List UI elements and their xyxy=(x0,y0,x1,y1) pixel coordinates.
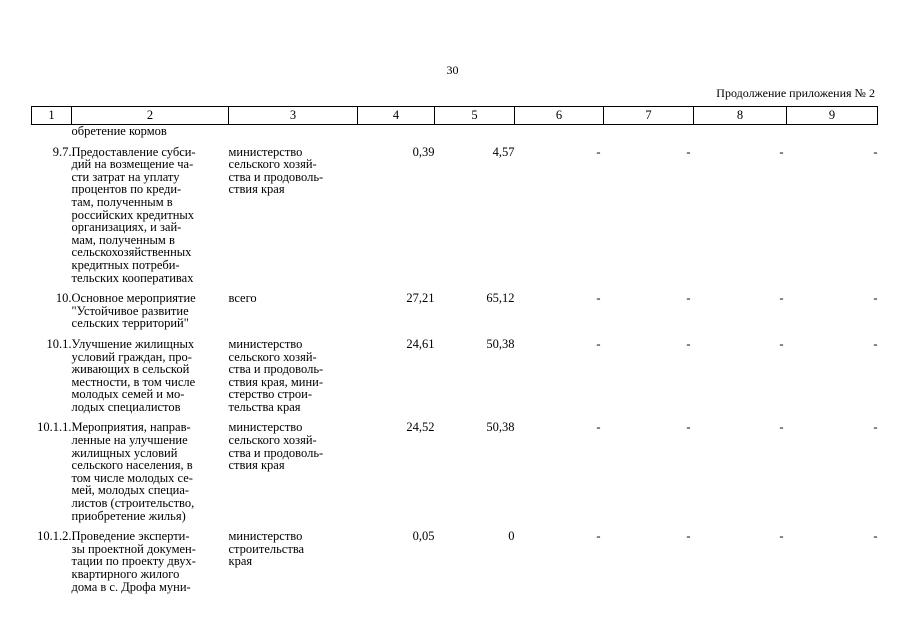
row-value-col7: - xyxy=(686,420,691,435)
row-value-col9: - xyxy=(873,529,878,544)
row-value-col4: 27,21 xyxy=(406,291,435,306)
row-value-col5: 50,38 xyxy=(486,336,515,351)
row-executor: министерство сельского хозяй- ства и продоволь- ствия края, мини- стерство строи- тельства края xyxy=(228,336,324,414)
row-name: Предоставление субси- дий на возмещение ча- сти затрат на уплату процентов по креди- там, полученным в российских кредитных организациях, и зай- мам, полученным в сельскохозяйственных кредитных потреби- тельских кооперативах xyxy=(71,144,196,285)
row-value-col8: - xyxy=(779,291,784,306)
row-value-col9: - xyxy=(873,291,878,306)
row-value-col6: - xyxy=(596,420,601,435)
row-value-col6: - xyxy=(596,529,601,544)
col-header-3: 3 xyxy=(229,107,358,125)
table-row xyxy=(32,522,878,593)
col-header-2: 2 xyxy=(72,107,229,125)
row-value-col4: 24,61 xyxy=(406,336,435,351)
row-executor: всего xyxy=(228,291,257,306)
col-header-5: 5 xyxy=(435,107,515,125)
table-row-continuation xyxy=(32,125,878,138)
row-value-col8: - xyxy=(779,529,784,544)
col-header-1: 1 xyxy=(32,107,72,125)
program-table xyxy=(31,106,878,593)
row-value-col4: 24,52 xyxy=(406,420,435,435)
table-row xyxy=(32,138,878,285)
row-name: обретение кормов xyxy=(71,124,167,138)
page-number: 30 xyxy=(446,63,459,77)
col-header-8: 8 xyxy=(694,107,787,125)
row-value-col6: - xyxy=(596,336,601,351)
row-number: 10.1. xyxy=(46,336,72,351)
table-row xyxy=(32,284,878,330)
row-name: Мероприятия, направ- ленные на улучшение жилищных условий сельского населения, в том числе молодых се- мей, молодых специа- листов (строительство, приобретение жилья) xyxy=(71,420,195,523)
row-number: 9.7. xyxy=(52,144,72,159)
row-value-col4: 0,39 xyxy=(412,144,435,159)
row-value-col8: - xyxy=(779,336,784,351)
row-value-col6: - xyxy=(596,291,601,306)
row-value-col7: - xyxy=(686,529,691,544)
col-header-6: 6 xyxy=(515,107,604,125)
row-value-col7: - xyxy=(686,144,691,159)
col-header-4: 4 xyxy=(358,107,435,125)
table-row xyxy=(32,413,878,522)
col-header-7: 7 xyxy=(604,107,694,125)
row-value-col5: 0 xyxy=(508,529,515,544)
row-number: 10.1.1. xyxy=(37,420,72,435)
row-value-col7: - xyxy=(686,336,691,351)
continuation-label: Продолжение приложения № 2 xyxy=(716,86,875,100)
row-value-col5: 50,38 xyxy=(486,420,515,435)
row-value-col5: 65,12 xyxy=(486,291,515,306)
row-value-col6: - xyxy=(596,144,601,159)
row-value-col4: 0,05 xyxy=(412,529,435,544)
row-executor: министерство сельского хозяй- ства и продоволь- ствия края xyxy=(228,144,324,197)
table-header-row xyxy=(32,107,878,125)
row-name: Проведение эксперти- зы проектной докумен- тации по проекту двух- квартирного жилого дома в с. Дрофа муни- xyxy=(71,529,196,594)
table-row xyxy=(32,330,878,414)
col-header-9: 9 xyxy=(787,107,878,125)
row-value-col7: - xyxy=(686,291,691,306)
row-value-col5: 4,57 xyxy=(492,144,515,159)
row-name: Основное мероприятие "Устойчивое развитие сельских территорий" xyxy=(71,291,196,331)
row-number: 10. xyxy=(55,291,72,306)
row-executor: министерство строительства края xyxy=(228,529,305,569)
row-value-col8: - xyxy=(779,144,784,159)
row-value-col8: - xyxy=(779,420,784,435)
row-name: Улучшение жилищных условий граждан, про- живающих в сельской местности, в том числе молодых семей и мо- лодых специалистов xyxy=(71,336,196,414)
row-value-col9: - xyxy=(873,144,878,159)
row-number: 10.1.2. xyxy=(37,529,72,544)
row-value-col9: - xyxy=(873,336,878,351)
row-value-col9: - xyxy=(873,420,878,435)
row-executor: министерство сельского хозяй- ства и продоволь- ствия края xyxy=(228,420,324,473)
